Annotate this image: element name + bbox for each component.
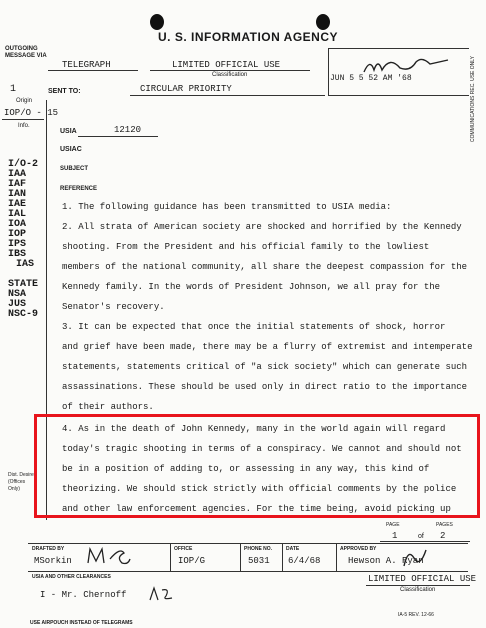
body-line: assassinations. These should be used only in direct ratio to the importance	[62, 382, 468, 392]
sent-to-value: CIRCULAR PRIORITY	[140, 84, 232, 94]
body-line: members of the national community, all share the deepest compassion for the	[62, 262, 468, 272]
pages-value: 2	[440, 531, 446, 541]
routing-item: IAS	[16, 259, 35, 270]
routing-item: I/O-2	[8, 159, 39, 170]
usiac-label: USIAC	[60, 146, 82, 153]
approver-signature-icon	[400, 546, 430, 570]
distribution-label: Dist. Desired (Offices Only)	[8, 472, 37, 492]
routing-item: STATE	[8, 279, 39, 290]
footer-classification-value: LIMITED OFFICIAL USE	[368, 574, 477, 584]
date-value: 6/4/68	[288, 556, 321, 566]
hole-punch-mark	[316, 14, 330, 30]
body-line: 2. All strata of American society are shocked and horrified by the Kennedy	[62, 222, 462, 232]
body-line: Senator's recovery.	[62, 302, 165, 312]
office-label: OFFICE	[174, 546, 193, 552]
page-number: 1	[10, 84, 17, 95]
drafted-by-value: MSorkin	[34, 556, 72, 566]
drafter-signature-icon	[84, 545, 134, 567]
body-line: 1. The following guidance has been transmitted to USIA media:	[62, 202, 392, 212]
communications-side-note: COMMUNICATIONS REC. USE ONLY	[470, 56, 476, 142]
via-value: TELEGRAPH	[62, 60, 111, 70]
info-label: Info.	[18, 123, 30, 129]
body-line: shooting. From the President and his official family to the lowliest	[62, 242, 430, 252]
body-line: theorizing. We should stick strictly with official comments by the police	[62, 484, 457, 494]
subject-label: SUBJECT	[60, 166, 89, 172]
agency-title: U. S. INFORMATION AGENCY	[158, 30, 338, 44]
drafted-by-label: DRAFTED BY	[32, 546, 65, 552]
routing-list	[8, 160, 38, 320]
routing-item: JUS	[8, 299, 27, 310]
footer-classification-label: Classification	[400, 587, 436, 593]
origin-value: IOP/O - 15	[4, 108, 59, 118]
routing-item: IAN	[8, 189, 27, 200]
reference-label: REFERENCE	[60, 186, 98, 192]
routing-item: NSA	[8, 289, 27, 300]
bottom-note: USE AIRPOUCH INSTEAD OF TELEGRAMS	[30, 620, 133, 626]
routing-item: IAA	[8, 169, 27, 180]
classification-label: Classification	[212, 72, 248, 78]
office-value: IOP/G	[178, 556, 206, 566]
page-value: 1	[392, 531, 398, 541]
usia-label: USIA	[60, 128, 77, 135]
clearance-value: I - Mr. Chernoff	[40, 590, 127, 600]
body-line: and other law enforcement agencies. For the time being, avoid picking up	[62, 504, 451, 514]
body-line: 4. As in the death of John Kennedy, many in the world again will regard	[62, 424, 446, 434]
body-line: Kennedy family. In the words of President Johnson, we all pray for the	[62, 282, 441, 292]
body-line: 3. It can be expected that once the initial statements of shock, horror	[62, 322, 446, 332]
routing-item: IAF	[8, 179, 27, 190]
body-line: today's tragic shooting in terms of a conspiracy. We cannot and should not	[62, 444, 462, 454]
page-label: PAGE	[386, 522, 400, 528]
routing-item: IAL	[8, 209, 27, 220]
routing-item: IOA	[8, 219, 27, 230]
routing-item: IBS	[8, 249, 27, 260]
body-line: be in a position of adding to, or assessing in any way, this kind of	[62, 464, 430, 474]
pages-label: PAGES	[436, 522, 453, 528]
hole-punch-mark	[150, 14, 164, 30]
clearances-label: USIA AND OTHER CLEARANCES	[32, 574, 111, 580]
sent-to-label: SENT TO:	[48, 88, 81, 95]
highlight-box	[34, 414, 480, 518]
body-line: statements, statements critical of "a sick society" which can generate such	[62, 362, 468, 372]
origin-label: Origin	[16, 98, 33, 104]
outgoing-message-label: OUTGOING MESSAGE VIA	[5, 46, 47, 59]
approved-by-label: APPROVED BY	[340, 546, 377, 552]
routing-item: NSC-9	[8, 309, 39, 320]
approved-by-value: Hewson A. Ryan	[348, 556, 424, 566]
handwritten-initials-icon	[360, 52, 452, 78]
body-line: and grief have been made, there may be a flurry of extremist and intemperate	[62, 342, 473, 352]
of-label: of	[418, 533, 424, 540]
clearance-initials-icon	[148, 586, 178, 604]
receipt-stamp: JUN 5 5 52 AM '68	[330, 74, 412, 83]
date-label: DATE	[286, 546, 300, 552]
classification-value: LIMITED OFFICIAL USE	[172, 60, 281, 70]
routing-item: IOP	[8, 229, 27, 240]
phone-value: 5031	[248, 556, 270, 566]
routing-item: IPS	[8, 239, 27, 250]
phone-label: PHONE NO.	[244, 546, 273, 552]
body-line: of their authors.	[62, 402, 154, 412]
routing-item: IAE	[8, 199, 27, 210]
form-number: IA-5 REV. 12-66	[398, 612, 434, 618]
usia-number: 12120	[114, 125, 142, 135]
